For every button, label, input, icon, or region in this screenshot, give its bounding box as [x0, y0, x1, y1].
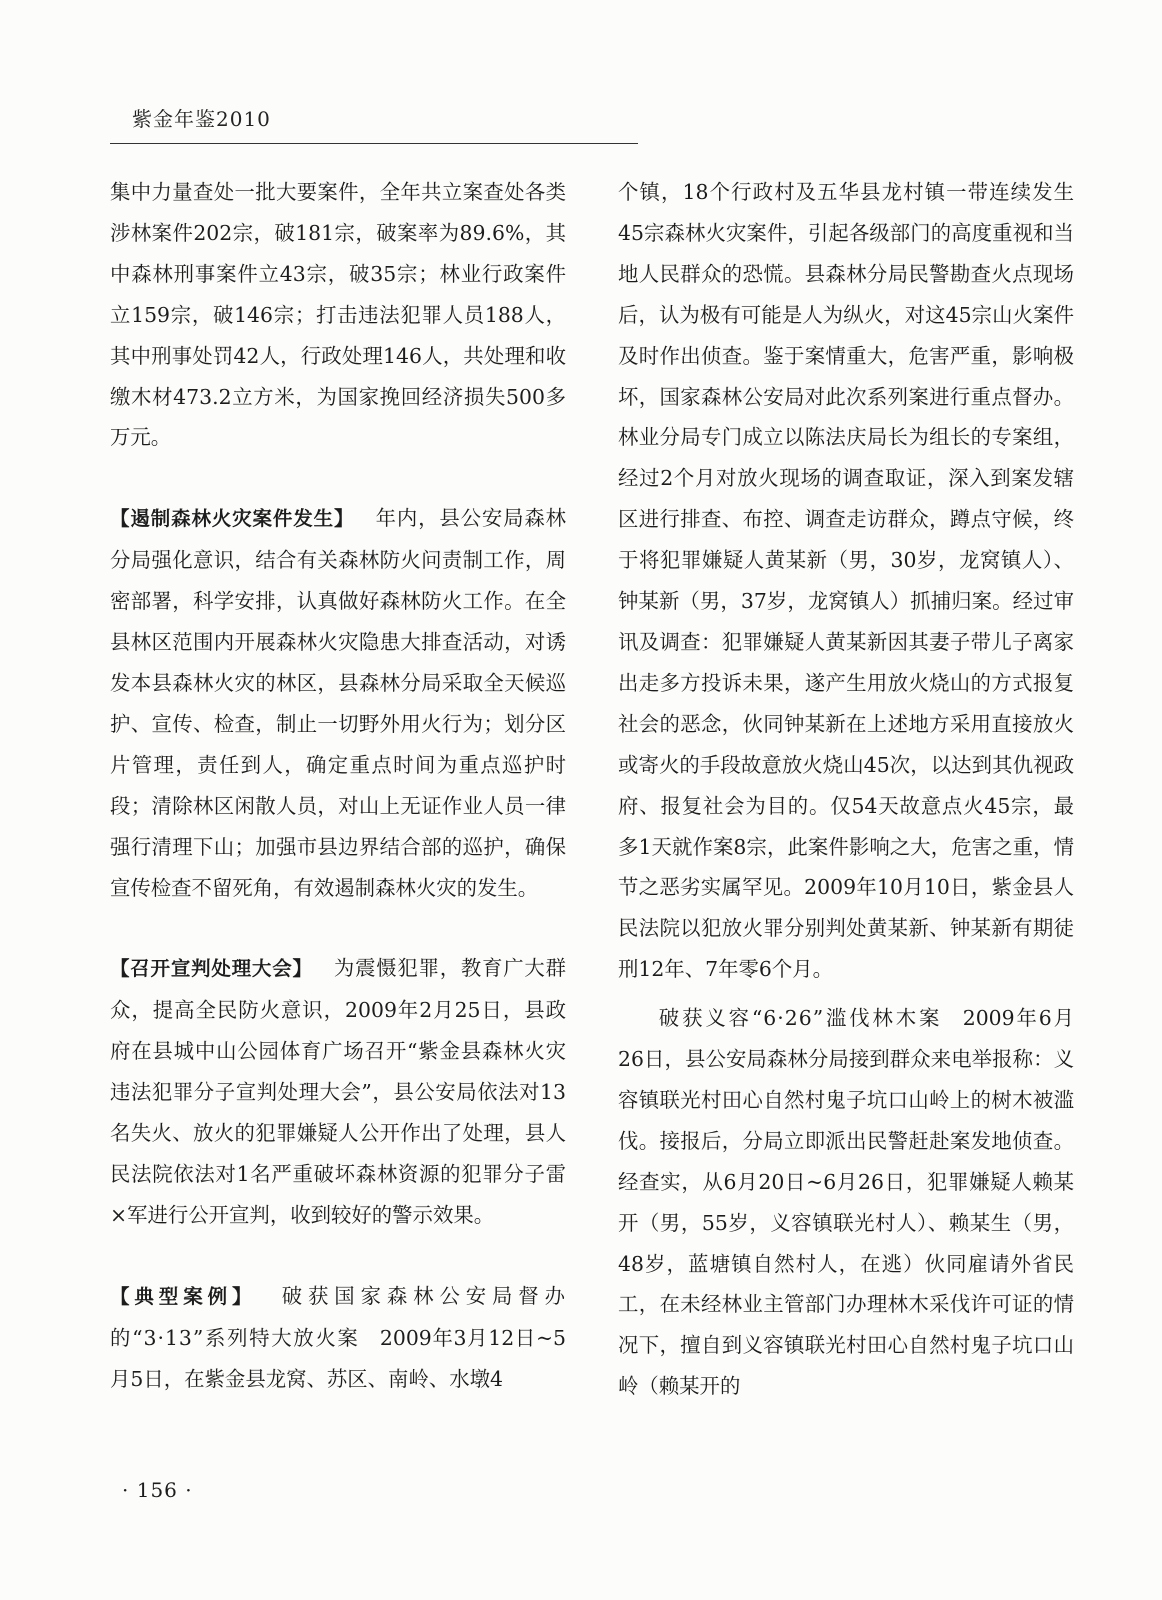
running-header-title: 紫金年鉴2010 [132, 107, 271, 131]
section-typical-cases [110, 1276, 566, 1400]
section-heading-sentencing-rally: 【召开宣判处理大会】 [110, 957, 313, 981]
section-body-fire-prevention: 年内，县公安局森林分局强化意识，结合有关森林防火问责制工作，周密部署，科学安排，认真做好森林防火工作。在全县林区范围内开展森林火灾隐患大排查活动，对诱发本县森林火灾的林区，县森林分局采取全天候巡护、宣传、检查，制止一切野外用火行为；划分区片管理，责任到人，确定重点时间为重点巡护时段；清除林区闲散人员，对山上无证作业人员一律强行清理下山；加强市县边界结合部的巡护，确保宣传检查不留死角，有效遏制森林火灾的发生。 [110, 506, 566, 900]
section-sentencing-rally [110, 948, 566, 1235]
section-heading-typical-cases: 【典型案例】 [110, 1284, 257, 1308]
page-number: · 156 · [122, 1478, 193, 1502]
section-heading-fire-prevention: 【遏制森林火灾案件发生】 [110, 507, 355, 531]
case-illegal-logging [618, 998, 1074, 1407]
case-body-illegal-logging: 2009年6月26日，县公安局森林分局接到群众来电举报称：义容镇联光村田心自然村鬼子坑口山岭上的树木被滥伐。接报后，分局立即派出民警赶赴案发地侦查。经查实，从6月20日~6月26日，犯罪嫌疑人赖某开（男，55岁，义容镇联光村人）、赖某生（男，48岁，蓝塘镇自然村人，在逃）伙同雇请外省民工，在未经林业主管部门办理林木采伐许可证的情况下，擅自到义容镇联光村田心自然村鬼子坑口山岭（赖某开的 [618, 1006, 1074, 1399]
right-column [618, 172, 1074, 1407]
header-rule [110, 143, 638, 144]
paragraph-case-statistics: 集中力量查处一批大要案件，全年共立案查处各类涉林案件202宗，破181宗，破案率为89.6%，其中森林刑事案件立43宗，破35宗；林业行政案件立159宗，破146宗；打击违法犯罪人员188人，其中刑事处罚42人，行政处理146人，共处理和收缴木材473.2立方米，为国家挽回经济损失500多万元。 [110, 180, 566, 450]
case-title-illegal-logging: 破获义容“6·26”滥伐林木案 [658, 1006, 943, 1031]
case-body-arson-continued: 个镇，18个行政村及五华县龙村镇一带连续发生45宗森林火灾案件，引起各级部门的高度重视和当地人民群众的恐慌。县森林分局民警勘查火点现场后，认为极有可能是人为纵火，对这45宗山火案件及时作出侦查。鉴于案情重大，危害严重，影响极坏，国家森林公安局对此次系列案进行重点督办。林业分局专门成立以陈法庆局长为组长的专案组，经过2个月对放火现场的调查取证，深入到案发辖区进行排查、布控、调查走访群众，蹲点守候，终于将犯罪嫌疑人黄某新（男，30岁，龙窝镇人）、钟某新（男，37岁，龙窝镇人）抓捕归案。经过审讯及调查：犯罪嫌疑人黄某新因其妻子带儿子离家出走多方投诉未果，遂产生用放火烧山的方式报复社会的恶念，伙同钟某新在上述地方采用直接放火或寄火的手段故意放火烧山45次，以达到其仇视政府、报复社会为目的。仅54天故意点火45宗，最多1天就作案8宗，此案件影响之大，危害之重，情节之恶劣实属罕见。2009年10月10日，紫金县人民法院以犯放火罪分别判处黄某新、钟某新有期徒刑12年、7年零6个月。 [618, 180, 1074, 982]
case-body-arson-start: 2009年3月12日~5月5日，在紫金县龙窝、苏区、南岭、水墩4 [110, 1325, 567, 1391]
section-fire-prevention [110, 498, 566, 908]
section-body-sentencing-rally: 为震慑犯罪，教育广大群众，提高全民防火意识，2009年2月25日，县政府在县城中山公园体育广场召开“紫金县森林火灾违法犯罪分子宣判处理大会”，县公安局依法对13名失火、放火的犯罪嫌疑人公开作出了处理，县人民法院依法对1名严重破坏森林资源的犯罪分子雷×军进行公开宣判，收到较好的警示效果。 [110, 956, 566, 1227]
left-column [110, 172, 566, 1399]
case-title-arson: 破获国家森林公安局督办的“3·13”系列特大放火案 [110, 1283, 566, 1350]
